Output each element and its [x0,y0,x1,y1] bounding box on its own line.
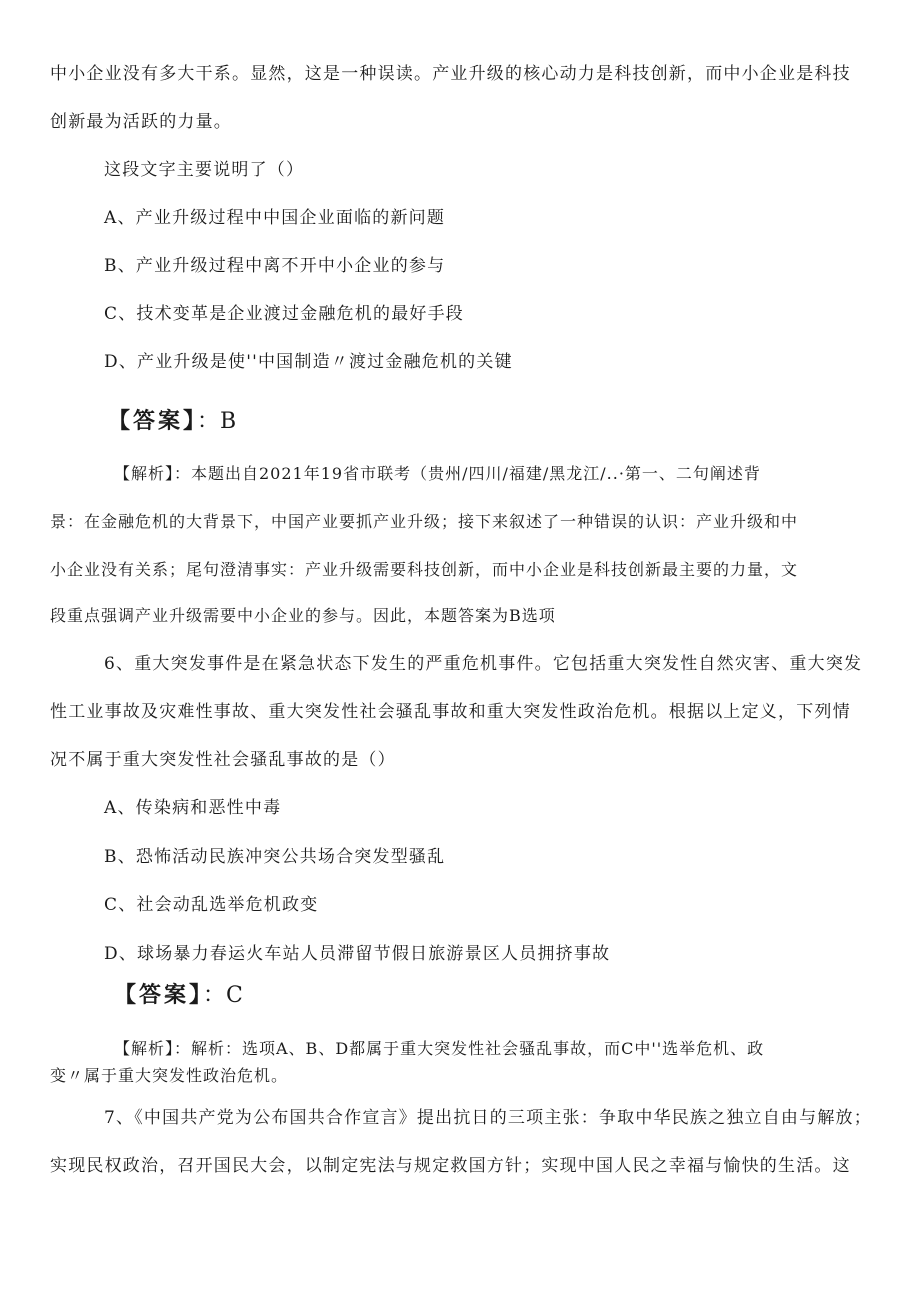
q5-analysis-line-1: 【解析】：本题出自2021年19省市联考（贵州/四川/福建/黑龙江/..·第一、二句阐述背 [114,464,761,483]
q6-analysis-line-2: 变〃属于重大突发性政治危机。 [50,1066,289,1085]
q7-stem-line-2: 实现民权政治，召开国民大会，以制定宪法与规定救国方针；实现中国人民之幸福与愉快的生活。这 [50,1156,851,1176]
q5-stem-line-1: 中小企业没有多大干系。显然，这是一种误读。产业升级的核心动力是科技创新，而中小企业是科技 [50,64,851,84]
q5-option-d: D、产业升级是使''中国制造〃渡过金融危机的关键 [104,352,513,372]
q5-option-b: B、产业升级过程中离不开中小企业的参与 [104,256,446,276]
q6-stem-line-1: 6、重大突发事件是在紧急状态下发生的严重危机事件。它包括重大突发性自然灾害、重大突发 [104,654,863,674]
q6-stem-line-3: 况不属于重大突发性社会骚乱事故的是（） [50,750,396,770]
q6-option-b: B、恐怖活动民族冲突公共场合突发型骚乱 [104,847,446,867]
q5-stem-line-2: 创新最为活跃的力量。 [50,112,232,132]
answer-tag: 【答案】 [108,409,198,434]
q5-analysis-line-4: 段重点强调产业升级需要中小企业的参与。因此，本题答案为B选项 [50,606,556,625]
q6-option-c: C、社会动乱选举危机政变 [104,895,319,915]
q6-answer [114,982,244,1010]
q6-analysis-line-1: 【解析】：解析：选项A、B、D都属于重大突发性社会骚乱事故，而C中''选举危机、政 [114,1039,765,1058]
q5-analysis-line-3: 小企业没有关系；尾句澄清事实：产业升级需要科技创新，而中小企业是科技创新最主要的力量，文 [50,560,799,579]
q5-answer [108,408,237,436]
q5-question: 这段文字主要说明了（） [104,160,305,180]
answer-value: ：C [203,983,244,1008]
q6-stem-line-2: 性工业事故及灾难性事故、重大突发性社会骚乱事故和重大突发性政治危机。根据以上定义，下列情 [50,702,851,722]
q6-option-a: A、传染病和恶性中毒 [104,798,282,818]
answer-tag: 【答案】 [114,983,204,1008]
answer-value: ：B [197,409,238,434]
q6-option-d: D、球场暴力春运火车站人员滞留节假日旅游景区人员拥挤事故 [104,944,611,964]
q5-analysis-line-2: 景：在金融危机的大背景下，中国产业要抓产业升级；接下来叙述了一种错误的认识：产业升级和中 [50,512,799,531]
q7-stem-line-1: 7、《中国共产党为公布国共合作宣言》提出抗日的三项主张：争取中华民族之独立自由与解放； [104,1108,872,1128]
q5-option-a: A、产业升级过程中中国企业面临的新问题 [104,208,446,228]
q5-option-c: C、技术变革是企业渡过金融危机的最好手段 [104,304,465,324]
